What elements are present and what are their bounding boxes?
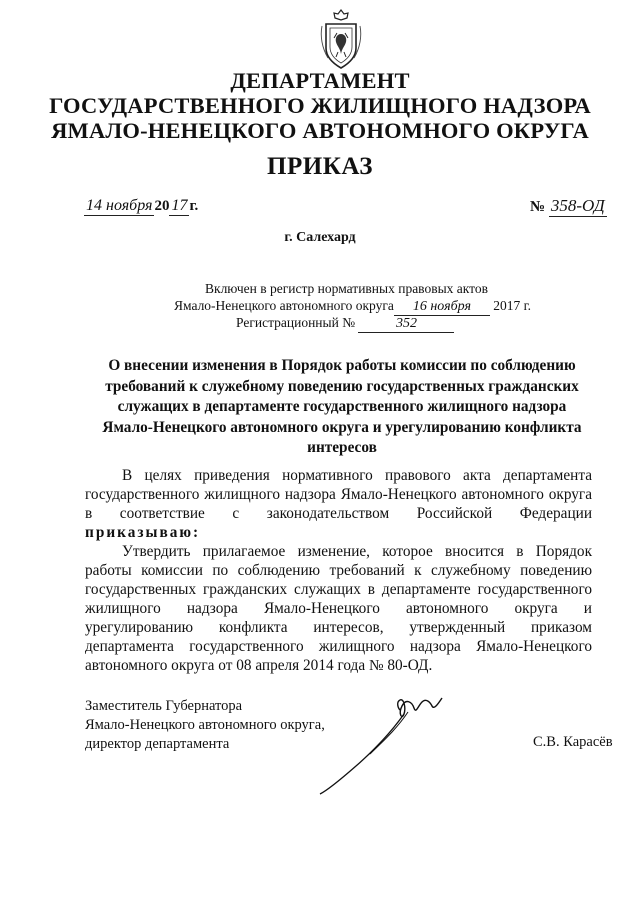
order-date-year: 17 — [171, 197, 188, 214]
order-date-year-prefix: 20 — [154, 198, 170, 214]
order-directive: приказываю: — [85, 524, 201, 541]
signatory-name: С.В. Карасёв — [533, 734, 613, 750]
registry-date-handwritten: 16 ноября — [394, 299, 490, 316]
preamble-paragraph — [85, 466, 592, 542]
registry-line-1: Включен в регистр нормативных правовых актов — [205, 281, 489, 296]
department-title-line-1: ДЕПАРТАМЕНТ — [230, 68, 410, 93]
order-subject: О внесении изменения в Порядок работы комиссии по соблюдению требований к служебному поведению государственных гражданских служащих в департаменте государственного жилищного надзора Ямало-Ненецкого автономного округа и урегулированию конфликта интересов — [102, 357, 582, 456]
order-date-handwritten: 14 ноября — [86, 197, 153, 214]
order-number-prefix: № — [530, 199, 546, 215]
signatory-position — [85, 697, 325, 754]
handwritten-signature — [300, 688, 460, 798]
preamble-text: В целях приведения нормативного правового акта департамента государственного жилищного надзора Ямало-Ненецкого автономного округа в соответствие с законодательством Российской Федерации — [85, 467, 592, 522]
registry-year: 2017 г. — [493, 298, 532, 313]
order-number-handwritten: 358-ОД — [550, 196, 605, 215]
order-number — [530, 196, 607, 217]
main-paragraph — [85, 542, 592, 675]
order-title: ПРИКАЗ — [267, 153, 373, 180]
signatory-line-3: директор департамента — [85, 736, 230, 752]
signatory-line-2: Ямало-Ненецкого автономного округа, — [85, 717, 325, 733]
department-title-line-2: ГОСУДАРСТВЕННОГО ЖИЛИЩНОГО НАДЗОРА — [49, 93, 591, 118]
order-date — [84, 197, 198, 216]
order-date-suffix: г. — [189, 198, 199, 214]
registry-region: Ямало-Ненецкого автономного округа — [174, 298, 394, 313]
coat-of-arms-icon — [318, 8, 364, 70]
city: г. Салехард — [284, 230, 356, 245]
registry-number-label: Регистрационный № — [236, 315, 356, 330]
main-paragraph-text: Утвердить прилагаемое изменение, которое вносится в Порядок работы комиссии по соблюдению требований к служебному поведению государственных гражданских служащих в департаменте государственного жилищного надзора Ямало-Ненецкого автономного округа и урегулированию конфликта интересов, утвержденный приказом департамента государственного жилищного надзора Ямало-Ненецкого автономного округа от 08 апреля 2014 года № 80-ОД. — [85, 543, 592, 674]
registry-line-2 — [174, 298, 531, 316]
registry-line-3 — [236, 315, 454, 333]
signatory-line-1: Заместитель Губернатора — [85, 698, 243, 714]
registry-number-handwritten: 352 — [358, 316, 454, 333]
department-title-line-3: ЯМАЛО-НЕНЕЦКОГО АВТОНОМНОГО ОКРУГА — [51, 118, 589, 143]
